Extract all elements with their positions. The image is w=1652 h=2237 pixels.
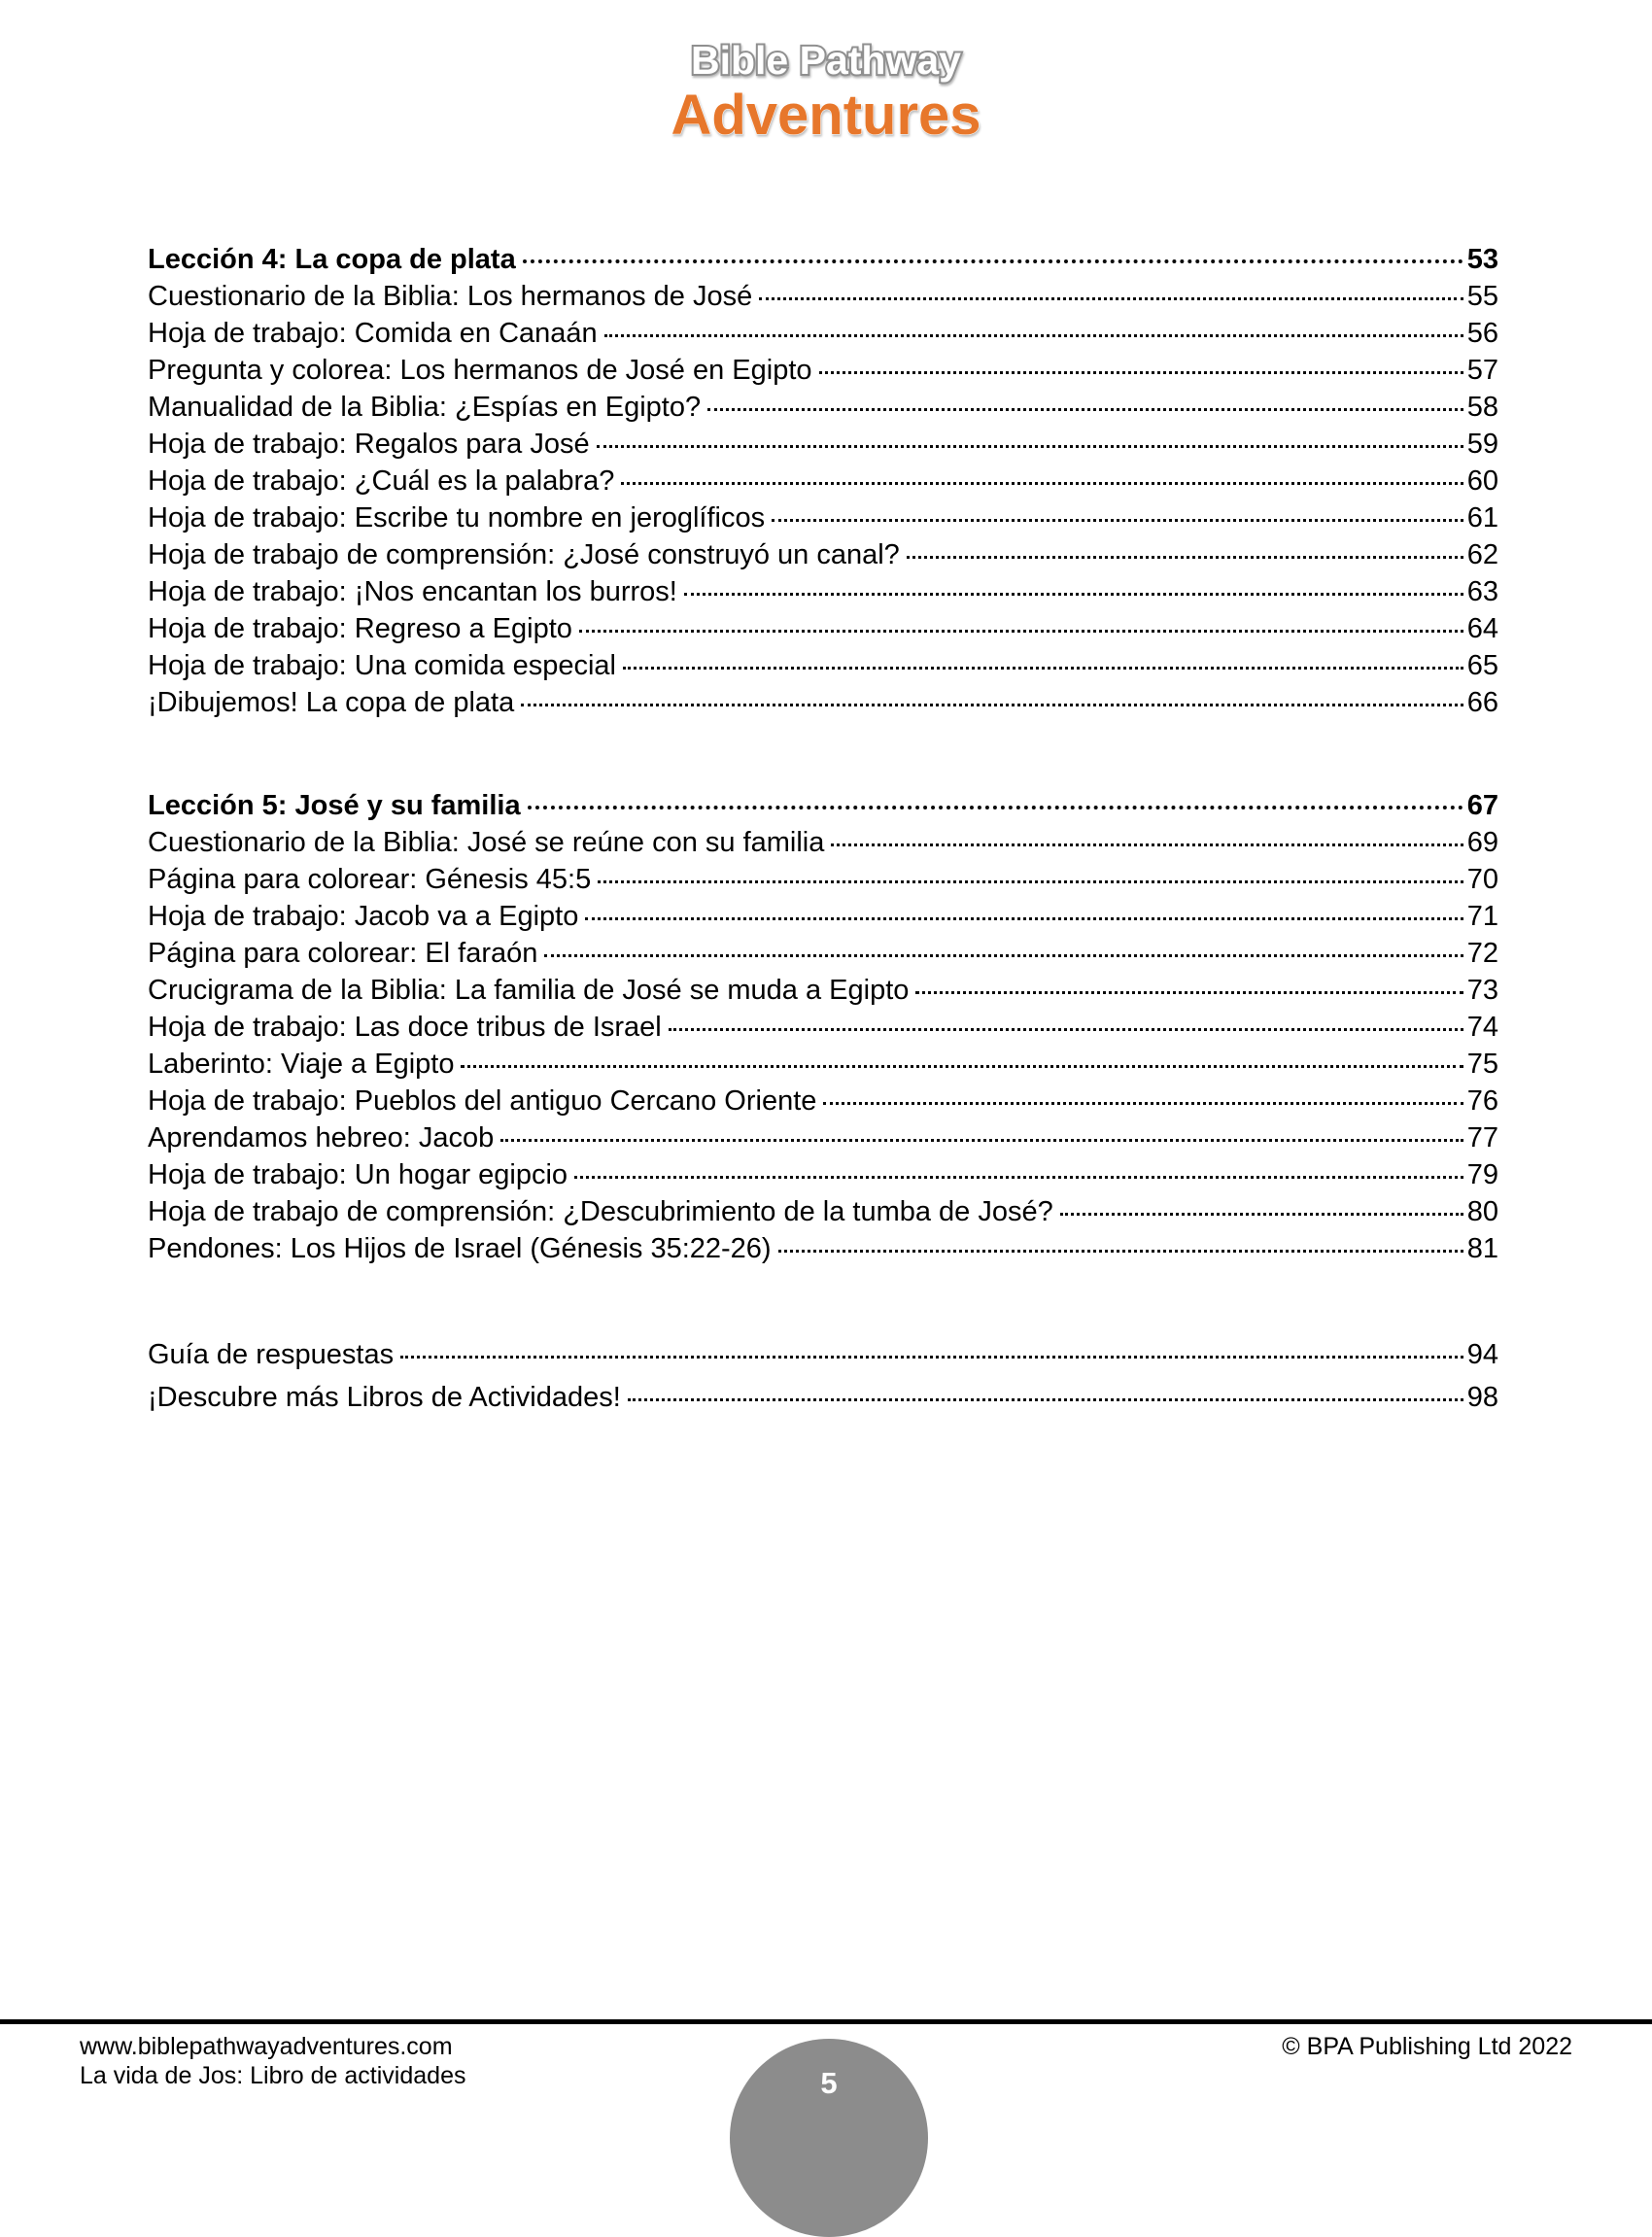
- toc-entry-label: Hoja de trabajo: ¡Nos encantan los burros!: [148, 576, 677, 607]
- toc-entry-label: Hoja de trabajo: Un hogar egipcio: [148, 1159, 568, 1190]
- dot-leader: [759, 297, 1463, 300]
- toc-entry-page: 71: [1466, 901, 1498, 932]
- toc-entry-page: 61: [1466, 502, 1498, 533]
- toc-entry-page: 56: [1466, 318, 1498, 349]
- dot-leader: [597, 445, 1463, 448]
- table-of-contents: [148, 241, 1498, 1419]
- dot-leader: [778, 1250, 1463, 1253]
- dot-leader: [831, 843, 1463, 846]
- toc-entry-label: Lección 4: La copa de plata: [148, 244, 516, 275]
- toc-entry-label: Cuestionario de la Biblia: José se reúne con su familia: [148, 827, 825, 858]
- logo-line1-text: Bible Pathway: [691, 38, 961, 83]
- dot-leader: [623, 667, 1463, 670]
- dot-leader: [604, 334, 1463, 337]
- footer-book-title: La vida de Jos: Libro de actividades: [80, 2062, 466, 2089]
- toc-entry-label: Hoja de trabajo: Pueblos del antiguo Cercano Oriente: [148, 1085, 817, 1117]
- toc-entry-label: Cuestionario de la Biblia: Los hermanos de José: [148, 281, 753, 312]
- dot-leader: [1060, 1213, 1463, 1216]
- toc-entry: [148, 315, 1498, 352]
- dot-leader: [684, 593, 1463, 596]
- toc-section: [148, 787, 1498, 1267]
- toc-entry-label: Hoja de trabajo: Las doce tribus de Israel: [148, 1012, 662, 1043]
- toc-entry-page: 67: [1466, 790, 1498, 821]
- toc-entry-page: 70: [1466, 864, 1498, 895]
- toc-entry-page: 94: [1466, 1339, 1498, 1370]
- toc-entry: [148, 824, 1498, 861]
- toc-entry-page: 55: [1466, 281, 1498, 312]
- toc-entry: [148, 1119, 1498, 1156]
- toc-entry-label: Laberinto: Viaje a Egipto: [148, 1049, 455, 1080]
- toc-entry-page: 73: [1466, 975, 1498, 1006]
- dot-leader: [579, 630, 1463, 633]
- toc-entry-label: Aprendamos hebreo: Jacob: [148, 1122, 495, 1153]
- toc-entry-page: 65: [1466, 650, 1498, 681]
- toc-entry-label: Pregunta y colorea: Los hermanos de José en Egipto: [148, 355, 812, 386]
- toc-entry: [148, 536, 1498, 573]
- toc-section-header: [148, 241, 1498, 278]
- dot-leader: [574, 1176, 1463, 1179]
- toc-entry: [148, 647, 1498, 684]
- toc-entry: [148, 1193, 1498, 1230]
- toc-entry-label: Lección 5: José y su familia: [148, 790, 521, 821]
- toc-entry-page: 60: [1466, 465, 1498, 497]
- toc-entry: [148, 352, 1498, 389]
- toc-entry-page: 58: [1466, 392, 1498, 423]
- dot-leader: [772, 519, 1463, 522]
- toc-entry: [148, 972, 1498, 1009]
- toc-entry: [148, 1046, 1498, 1083]
- toc-entry: [148, 278, 1498, 315]
- dot-leader: [400, 1356, 1463, 1359]
- toc-entry: [148, 898, 1498, 935]
- dot-leader: [523, 259, 1463, 263]
- toc-entry-label: Hoja de trabajo: Una comida especial: [148, 650, 616, 681]
- toc-entry-page: 63: [1466, 576, 1498, 607]
- dot-leader: [819, 371, 1463, 374]
- toc-entry-label: Hoja de trabajo de comprensión: ¿José construyó un canal?: [148, 539, 900, 570]
- logo: [0, 27, 1652, 154]
- toc-entry-page: 57: [1466, 355, 1498, 386]
- toc-entry-label: Pendones: Los Hijos de Israel (Génesis 35:22-26): [148, 1233, 772, 1264]
- bible-pathway-adventures-logo: [593, 27, 1059, 154]
- dot-leader: [669, 1028, 1463, 1031]
- toc-entry: [148, 1230, 1498, 1267]
- toc-entry-label: Guía de respuestas: [148, 1339, 395, 1370]
- toc-entry: [148, 1009, 1498, 1046]
- dot-leader: [707, 408, 1463, 411]
- toc-entry: [148, 1376, 1498, 1419]
- toc-entry: [148, 573, 1498, 610]
- toc-entry-page: 76: [1466, 1085, 1498, 1117]
- dot-leader: [823, 1102, 1463, 1105]
- toc-entry-label: Página para colorear: El faraón: [148, 938, 538, 969]
- dot-leader: [598, 880, 1463, 883]
- toc-section-header: [148, 787, 1498, 824]
- toc-section: [148, 241, 1498, 721]
- dot-leader: [461, 1065, 1463, 1068]
- toc-entry: [148, 610, 1498, 647]
- toc-entry-page: 53: [1466, 244, 1498, 275]
- toc-entry: [148, 1333, 1498, 1376]
- page-number-badge: [730, 2039, 928, 2237]
- toc-entry: [148, 861, 1498, 898]
- toc-entry-label: Hoja de trabajo: Comida en Canaán: [148, 318, 598, 349]
- dot-leader: [528, 806, 1463, 809]
- toc-entry-page: 75: [1466, 1049, 1498, 1080]
- toc-entry-label: Hoja de trabajo: ¿Cuál es la palabra?: [148, 465, 615, 497]
- toc-entry-page: 81: [1466, 1233, 1498, 1264]
- toc-entry: [148, 499, 1498, 536]
- toc-entry-label: Manualidad de la Biblia: ¿Espías en Egipto?: [148, 392, 702, 423]
- toc-entry: [148, 426, 1498, 463]
- toc-entry-label: Hoja de trabajo: Escribe tu nombre en jeroglíficos: [148, 502, 766, 533]
- toc-entry-page: 80: [1466, 1196, 1498, 1227]
- toc-entry-label: Hoja de trabajo: Regalos para José: [148, 429, 590, 460]
- toc-entry-label: ¡Descubre más Libros de Actividades!: [148, 1382, 621, 1413]
- toc-entry-page: 64: [1466, 613, 1498, 644]
- toc-entry: [148, 1156, 1498, 1193]
- footer-divider: [0, 2019, 1652, 2024]
- toc-entry-page: 72: [1466, 938, 1498, 969]
- page-number: 5: [820, 2066, 838, 2100]
- toc-entry-page: 79: [1466, 1159, 1498, 1190]
- dot-leader: [628, 1398, 1463, 1401]
- toc-entry: [148, 935, 1498, 972]
- footer-website: www.biblepathwayadventures.com: [80, 2033, 453, 2060]
- toc-entry-page: 62: [1466, 539, 1498, 570]
- toc-entry-label: Página para colorear: Génesis 45:5: [148, 864, 592, 895]
- logo-line2-text: Adventures: [671, 84, 981, 147]
- footer-left: [80, 2032, 465, 2090]
- toc-entry-label: Hoja de trabajo de comprensión: ¿Descubrimiento de la tumba de José?: [148, 1196, 1053, 1227]
- footer-copyright: © BPA Publishing Ltd 2022: [1282, 2033, 1572, 2060]
- toc-extras: [148, 1333, 1498, 1419]
- toc-entry-page: 98: [1466, 1382, 1498, 1413]
- dot-leader: [544, 954, 1463, 957]
- dot-leader: [521, 704, 1463, 706]
- toc-entry-page: 69: [1466, 827, 1498, 858]
- toc-entry-label: Hoja de trabajo: Jacob va a Egipto: [148, 901, 579, 932]
- toc-entry: [148, 389, 1498, 426]
- toc-entry: [148, 463, 1498, 499]
- dot-leader: [907, 556, 1463, 559]
- toc-entry-label: Crucigrama de la Biblia: La familia de José se muda a Egipto: [148, 975, 910, 1006]
- dot-leader: [500, 1139, 1463, 1142]
- toc-entry-page: 74: [1466, 1012, 1498, 1043]
- toc-entry-label: ¡Dibujemos! La copa de plata: [148, 687, 515, 718]
- toc-entry-page: 59: [1466, 429, 1498, 460]
- toc-entry: [148, 684, 1498, 721]
- toc-entry-label: Hoja de trabajo: Regreso a Egipto: [148, 613, 572, 644]
- dot-leader: [915, 991, 1463, 994]
- toc-entry-page: 66: [1466, 687, 1498, 718]
- dot-leader: [585, 917, 1463, 920]
- toc-entry: [148, 1083, 1498, 1119]
- dot-leader: [621, 482, 1463, 485]
- toc-entry-page: 77: [1466, 1122, 1498, 1153]
